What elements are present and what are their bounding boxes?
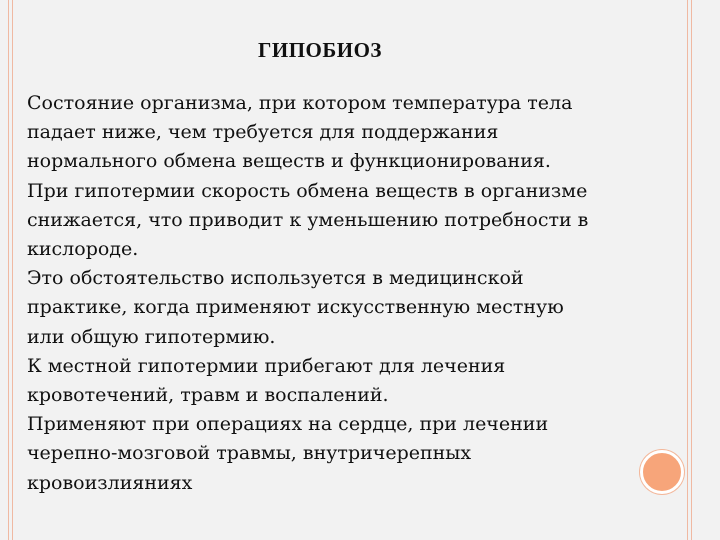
- body-line: К местной гипотермии прибегают для лечения: [27, 354, 506, 377]
- body-line: нормального обмена веществ и функционирования.: [27, 150, 551, 173]
- body-line: практике, когда применяют искусственную местную: [27, 296, 564, 319]
- body-line: Состояние организма, при котором температура тела: [27, 92, 573, 114]
- slide-body-text: [27, 89, 667, 498]
- body-line: или общую гипотермию.: [27, 325, 276, 348]
- body-line: При гипотермии скорость обмена веществ в организме: [27, 179, 588, 202]
- body-line: Применяют при операциях на сердце, при лечении: [27, 413, 549, 436]
- slide-title: ГИПОБИОЗ: [258, 38, 383, 62]
- body-line: кровотечений, травм и воспалений.: [27, 384, 389, 407]
- decorative-circle: [640, 450, 684, 494]
- right-decorative-border: [687, 0, 692, 540]
- body-line: кровоизлияниях: [27, 471, 193, 494]
- body-line: снижается, что приводит к уменьшению потребности в: [27, 208, 589, 231]
- body-line: кислороде.: [27, 238, 139, 261]
- body-line: падает ниже, чем требуется для поддержания: [27, 121, 499, 144]
- body-line: Это обстоятельство используется в медицинской: [27, 267, 524, 290]
- left-decorative-border: [8, 0, 13, 540]
- body-line: черепно-мозговой травмы, внутричерепных: [27, 442, 472, 465]
